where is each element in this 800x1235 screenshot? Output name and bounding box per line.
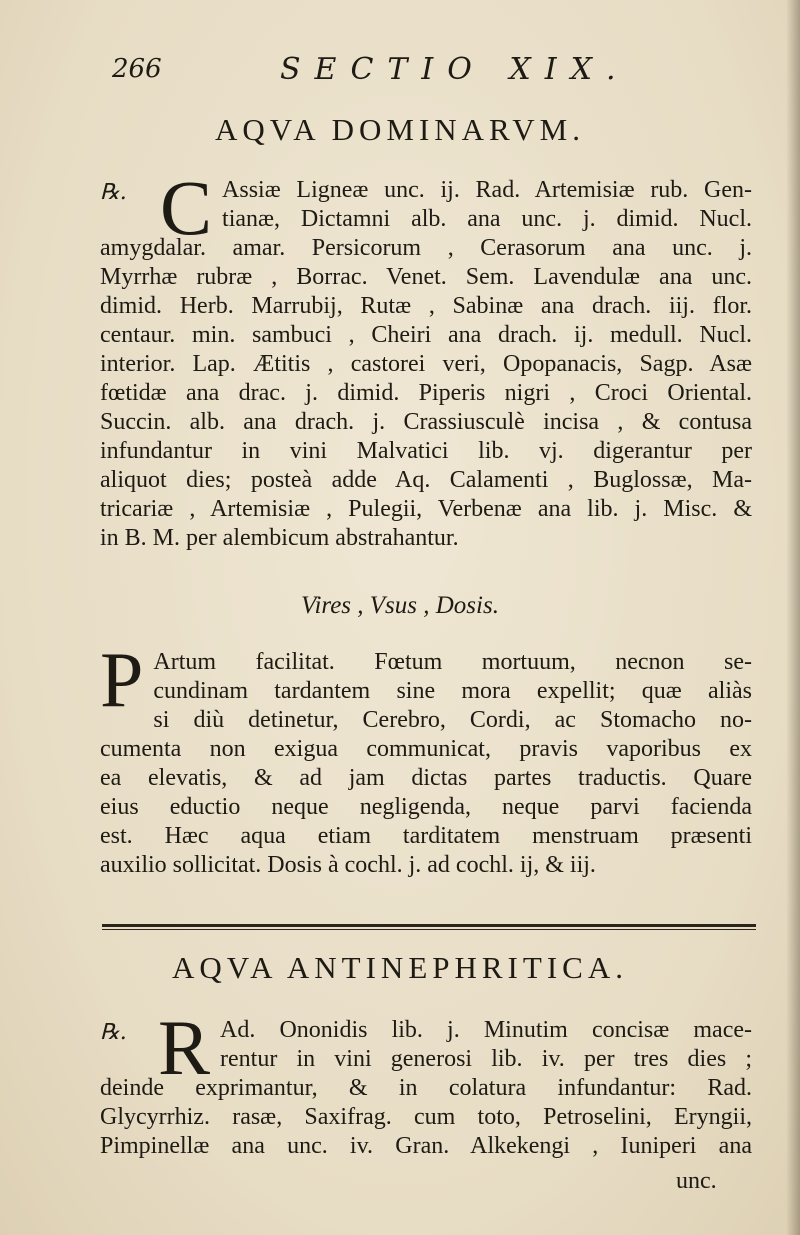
drop-cap: C bbox=[160, 164, 213, 251]
text-line: eius eductio neque negligenda, neque parvi facienda bbox=[100, 794, 752, 820]
text-line: est. Hæc aqua etiam tarditatem menstruam præsenti bbox=[100, 823, 752, 849]
text-line: Succin. alb. ana drach. j. Crassiusculè incisa , & contusa bbox=[100, 409, 752, 435]
text-line: Glycyrrhiz. rasæ, Saxifrag. cum toto, Petroselini, Eryngii, bbox=[100, 1104, 752, 1130]
text-line: amygdalar. amar. Persicorum , Cerasorum ana unc. j. bbox=[100, 235, 752, 261]
effects-paragraph bbox=[100, 636, 752, 880]
text-line: cundinam tardantem sine mora expellit; quæ aliàs bbox=[153, 678, 752, 704]
text-line: deinde exprimantur, & in colatura infundantur: Rad. bbox=[100, 1075, 752, 1101]
text-line: tianæ, Dictamni alb. ana unc. j. dimid. Nucl. bbox=[222, 206, 752, 232]
drop-cap: R bbox=[158, 1004, 211, 1091]
recipe-symbol: ℞. bbox=[100, 1020, 127, 1045]
recipe-symbol: ℞. bbox=[100, 180, 127, 205]
text-line: ea elevatis, & ad jam dictas partes traductis. Quare bbox=[100, 765, 752, 791]
text-line: aliquot dies; posteà adde Aq. Calamenti , Buglossæ, Ma- bbox=[100, 467, 752, 493]
recipe-title-aqua-dominarum: AQVA DOMINARVM. bbox=[215, 112, 585, 147]
text-line: Myrrhæ rubræ , Borrac. Venet. Sem. Lavendulæ ana unc. bbox=[100, 264, 752, 290]
drop-cap: P bbox=[100, 636, 144, 723]
text-line: auxilio sollicitat. Dosis à cochl. j. ad cochl. ij, & iij. bbox=[100, 852, 596, 878]
section-heading: SECTIO XIX. bbox=[280, 52, 630, 87]
text-line: rentur in vini generosi lib. iv. per tres dies ; bbox=[220, 1046, 752, 1072]
recipe-title-aqua-antinephritica: AQVA ANTINEPHRITICA. bbox=[172, 950, 628, 985]
section-divider bbox=[102, 924, 756, 927]
text-line: centaur. min. sambuci , Cheiri ana drach. ij. medull. Nucl. bbox=[100, 322, 752, 348]
text-line: fœtidæ ana drac. j. dimid. Piperis nigri , Croci Oriental. bbox=[100, 380, 752, 406]
text-line: interior. Lap. Ætitis , castorei veri, Opopanacis, Sagp. Asæ bbox=[100, 351, 752, 377]
text-line: cumenta non exigua communicat, pravis vaporibus ex bbox=[100, 736, 752, 762]
text-line: si diù detinetur, Cerebro, Cordi, ac Stomacho no- bbox=[153, 707, 752, 733]
recipe-ingredients-continued bbox=[100, 234, 752, 553]
text-line: infundantur in vini Malvatici lib. vj. digerantur per bbox=[100, 438, 752, 464]
text-line: Ad. Ononidis lib. j. Minutim concisæ mace- bbox=[220, 1017, 752, 1043]
page-number: 266 bbox=[112, 54, 162, 84]
text-line: in B. M. per alembicum abstrahantur. bbox=[100, 525, 459, 551]
text-line: Artum facilitat. Fœtum mortuum, necnon se- bbox=[153, 649, 752, 675]
section-divider-thin bbox=[102, 929, 756, 930]
text-line: tricariæ , Artemisiæ , Pulegii, Verbenæ ana lib. j. Misc. & bbox=[100, 496, 752, 522]
text-line: dimid. Herb. Marrubij, Rutæ , Sabinæ ana drach. iij. flor. bbox=[100, 293, 752, 319]
running-head bbox=[112, 52, 672, 92]
recipe2-ingredients-continued bbox=[100, 1074, 752, 1161]
catchword: unc. bbox=[676, 1168, 717, 1194]
text-line: Pimpinellæ ana unc. iv. Gran. Alkekengi , Iuniperi ana bbox=[100, 1133, 752, 1159]
subheading-vires-usus-dosis: Vires , Vsus , Dosis. bbox=[301, 592, 499, 619]
text-line: Assiæ Ligneæ unc. ij. Rad. Artemisiæ rub. Gen- bbox=[222, 177, 752, 203]
